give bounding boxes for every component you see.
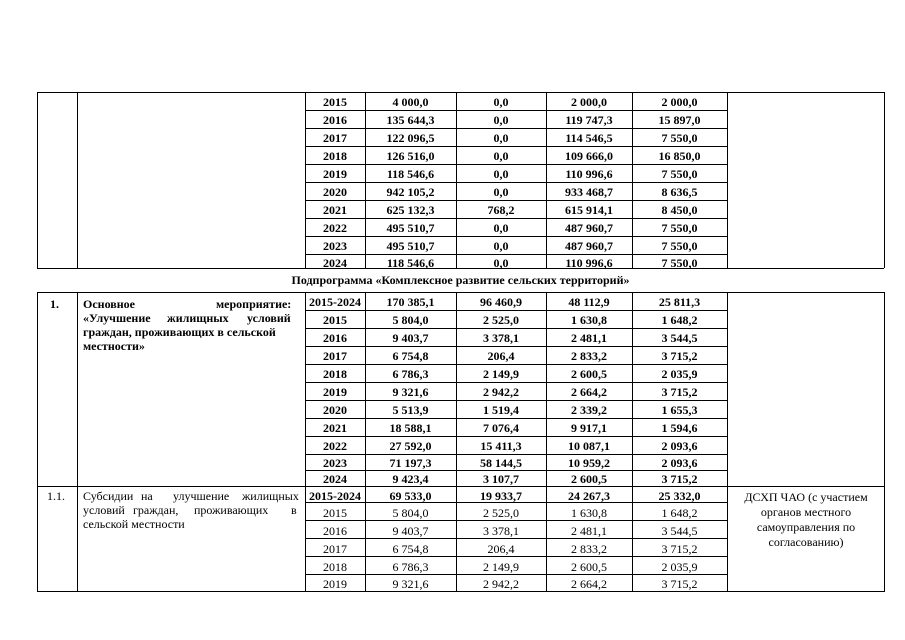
column-divider (77, 92, 78, 268)
item-name-text: местности» (83, 339, 145, 353)
federal-cell: 1 519,4 (483, 403, 519, 417)
municipal-cell: 15 897,0 (658, 113, 701, 127)
item-name-text: граждан, (133, 503, 179, 517)
year-cell: 2021 (323, 203, 347, 217)
year-cell: 2021 (323, 421, 347, 435)
regional-cell: 2 664,2 (571, 385, 607, 399)
year-cell: 2016 (323, 524, 347, 538)
municipal-cell: 25 332,0 (658, 489, 701, 503)
column-divider (727, 92, 728, 268)
municipal-cell: 1 655,3 (661, 403, 698, 417)
regional-cell: 114 546,5 (565, 131, 613, 145)
regional-cell: 48 112,9 (568, 295, 610, 309)
federal-cell: 2 942,2 (483, 577, 519, 591)
regional-cell: 1 630,8 (571, 313, 607, 327)
row-divider (305, 418, 727, 419)
table-border-right (884, 292, 885, 592)
year-cell: 2023 (323, 239, 347, 253)
row-divider (305, 556, 727, 557)
table-border-left (37, 292, 38, 592)
total-cell: 9 423,4 (392, 472, 429, 486)
row-divider (305, 364, 727, 365)
total-cell: 126 516,0 (386, 149, 435, 163)
total-cell: 170 385,1 (386, 295, 435, 309)
total-cell: 942 105,2 (386, 185, 435, 199)
regional-cell: 1 630,8 (571, 506, 607, 520)
year-cell: 2015 (323, 313, 347, 327)
federal-cell: 0,0 (493, 256, 509, 270)
federal-cell: 0,0 (493, 221, 509, 235)
total-cell: 6 786,3 (392, 560, 429, 574)
row-divider (305, 454, 727, 455)
year-cell: 2016 (323, 331, 347, 345)
federal-cell: 768,2 (487, 203, 515, 217)
row-divider (305, 128, 727, 129)
item-name-text: граждан, проживающих в сельской (83, 325, 276, 339)
row-divider (305, 164, 727, 165)
total-cell: 6 786,3 (392, 367, 429, 381)
municipal-cell: 3 715,2 (661, 542, 698, 556)
federal-cell: 2 525,0 (483, 506, 519, 520)
year-cell: 2023 (323, 456, 347, 470)
municipal-cell: 3 715,2 (661, 349, 698, 363)
total-cell: 118 546,6 (386, 167, 435, 181)
municipal-cell: 2 000,0 (661, 95, 698, 109)
regional-cell: 2 600,5 (571, 560, 607, 574)
federal-cell: 15 411,3 (480, 439, 522, 453)
table-border-right (884, 92, 885, 268)
year-cell: 2020 (323, 185, 347, 199)
year-cell: 2015-2024 (309, 295, 361, 309)
federal-cell: 206,4 (487, 349, 515, 363)
federal-cell: 0,0 (493, 131, 509, 145)
total-cell: 27 592,0 (389, 439, 432, 453)
item-name-text: сельской местности (83, 517, 185, 531)
municipal-cell: 3 715,2 (661, 385, 698, 399)
total-cell: 6 754,8 (392, 542, 429, 556)
municipal-cell: 7 550,0 (661, 239, 698, 253)
federal-cell: 0,0 (493, 149, 509, 163)
total-cell: 5 804,0 (392, 506, 429, 520)
municipal-cell: 3 715,2 (661, 577, 698, 591)
municipal-cell: 8 636,5 (661, 185, 698, 199)
federal-cell: 2 942,2 (483, 385, 519, 399)
row-divider (305, 146, 727, 147)
federal-cell: 96 460,9 (480, 295, 522, 309)
item-name-text: проживающих (194, 503, 269, 517)
total-cell: 625 132,3 (386, 203, 435, 217)
year-cell: 2015-2024 (309, 489, 361, 503)
regional-cell: 487 960,7 (565, 221, 613, 235)
federal-cell: 3 107,7 (483, 472, 519, 486)
total-cell: 5 804,0 (392, 313, 429, 327)
municipal-cell: 7 550,0 (661, 131, 698, 145)
municipal-cell: 25 811,3 (658, 295, 701, 309)
federal-cell: 206,4 (487, 542, 515, 556)
municipal-cell: 3 544,5 (661, 331, 698, 345)
row-divider (305, 236, 727, 237)
year-cell: 2017 (323, 542, 347, 556)
total-cell: 9 321,6 (392, 577, 429, 591)
item-name-text: жилищных (167, 311, 229, 325)
year-cell: 2019 (323, 385, 347, 399)
municipal-cell: 2 093,6 (661, 439, 698, 453)
federal-cell: 58 144,5 (480, 456, 522, 470)
year-cell: 2020 (323, 403, 347, 417)
regional-cell: 10 087,1 (568, 439, 610, 453)
federal-cell: 2 149,9 (483, 367, 519, 381)
municipal-cell: 1 648,2 (661, 506, 698, 520)
municipal-cell: 8 450,0 (661, 203, 698, 217)
total-cell: 71 197,3 (389, 456, 432, 470)
table-border-top (37, 92, 884, 93)
total-cell: 69 533,0 (389, 489, 432, 503)
item-name-text: условий (83, 503, 125, 517)
year-cell: 2019 (323, 167, 347, 181)
municipal-cell: 2 035,9 (661, 560, 698, 574)
year-cell: 2015 (323, 95, 347, 109)
item-name-text: «Улучшение (83, 311, 151, 325)
regional-cell: 110 996,6 (565, 167, 613, 181)
year-cell: 2017 (323, 131, 347, 145)
municipal-cell: 7 550,0 (661, 221, 698, 235)
item-name-text: на (141, 489, 153, 503)
year-cell: 2024 (323, 472, 347, 486)
executor-text: ДСХП ЧАО (с участием (744, 490, 868, 504)
federal-cell: 0,0 (493, 113, 509, 127)
total-cell: 135 644,3 (386, 113, 435, 127)
regional-cell: 2 833,2 (571, 349, 607, 363)
item-name-text: Основное (83, 297, 135, 311)
total-cell: 4 000,0 (392, 95, 429, 109)
regional-cell: 2 600,5 (571, 367, 607, 381)
municipal-cell: 16 850,0 (658, 149, 701, 163)
item-name-text: мероприятие: (216, 297, 292, 311)
executor-text: согласованию) (768, 535, 844, 549)
total-cell: 9 403,7 (392, 524, 429, 538)
executor-text: органов местного (760, 505, 852, 519)
year-cell: 2015 (323, 506, 347, 520)
total-cell: 6 754,8 (392, 349, 429, 363)
federal-cell: 0,0 (493, 95, 509, 109)
regional-cell: 2 481,1 (571, 524, 607, 538)
year-cell: 2024 (323, 256, 347, 270)
item-name-text: Субсидии (83, 489, 134, 503)
row-divider (305, 218, 727, 219)
regional-cell: 2 600,5 (571, 472, 607, 486)
column-divider (77, 292, 78, 592)
federal-cell: 0,0 (493, 185, 509, 199)
regional-cell: 9 917,1 (571, 421, 607, 435)
regional-cell: 24 267,3 (568, 489, 610, 503)
row-divider (305, 182, 727, 183)
item-name-text: в (291, 503, 297, 517)
federal-cell: 2 525,0 (483, 313, 519, 327)
total-cell: 18 588,1 (389, 421, 432, 435)
subprogram-bottom-border (37, 292, 884, 293)
total-cell: 122 096,5 (386, 131, 435, 145)
item-1-1-top-border (37, 486, 884, 487)
subprogram-title: Подпрограмма «Комплексное развитие сельских территорий» (291, 273, 630, 287)
regional-cell: 487 960,7 (565, 239, 613, 253)
year-cell: 2018 (323, 560, 347, 574)
federal-cell: 3 378,1 (483, 331, 519, 345)
row-divider (305, 400, 727, 401)
municipal-cell: 3 544,5 (661, 524, 698, 538)
row-divider (305, 520, 727, 521)
year-cell: 2022 (323, 439, 347, 453)
item-name-text: улучшение (173, 489, 230, 503)
regional-cell: 2 481,1 (571, 331, 607, 345)
regional-cell: 615 914,1 (565, 203, 613, 217)
year-cell: 2022 (323, 221, 347, 235)
total-cell: 9 403,7 (392, 331, 429, 345)
year-cell: 2018 (323, 149, 347, 163)
federal-cell: 2 149,9 (483, 560, 519, 574)
municipal-cell: 7 550,0 (661, 256, 698, 270)
regional-cell: 119 747,3 (565, 113, 613, 127)
total-cell: 495 510,7 (386, 239, 435, 253)
row-divider (305, 254, 727, 255)
year-cell: 2018 (323, 367, 347, 381)
regional-cell: 2 664,2 (571, 577, 607, 591)
federal-cell: 3 378,1 (483, 524, 519, 538)
municipal-cell: 2 093,6 (661, 456, 698, 470)
regional-cell: 109 666,0 (565, 149, 613, 163)
item-number: 1.1. (47, 489, 65, 503)
row-divider (305, 346, 727, 347)
year-cell: 2017 (323, 349, 347, 363)
regional-cell: 2 339,2 (571, 403, 607, 417)
total-cell: 5 513,9 (392, 403, 429, 417)
row-divider (305, 200, 727, 201)
federal-cell: 0,0 (493, 239, 509, 253)
regional-cell: 10 959,2 (568, 456, 610, 470)
row-divider (305, 110, 727, 111)
executor-text: самоуправления по (756, 520, 856, 534)
municipal-cell: 1 594,6 (661, 421, 698, 435)
table-border-left (37, 92, 38, 268)
item-name-text: условий (247, 311, 291, 325)
total-cell: 118 546,6 (386, 256, 435, 270)
year-cell: 2016 (323, 113, 347, 127)
item-number: 1. (50, 297, 59, 311)
total-cell: 9 321,6 (392, 385, 429, 399)
municipal-cell: 3 715,2 (661, 472, 698, 486)
municipal-cell: 7 550,0 (661, 167, 698, 181)
row-divider (305, 436, 727, 437)
row-divider (305, 574, 727, 575)
item-name-text: жилищных (242, 489, 299, 503)
row-divider (305, 538, 727, 539)
row-divider (305, 310, 727, 311)
total-cell: 495 510,7 (386, 221, 435, 235)
regional-cell: 2 000,0 (571, 95, 607, 109)
federal-cell: 7 076,4 (483, 421, 519, 435)
federal-cell: 19 933,7 (480, 489, 522, 503)
regional-cell: 2 833,2 (571, 542, 607, 556)
row-divider (305, 470, 727, 471)
regional-cell: 933 468,7 (565, 185, 613, 199)
federal-cell: 0,0 (493, 167, 509, 181)
municipal-cell: 2 035,9 (661, 367, 698, 381)
year-cell: 2019 (323, 577, 347, 591)
table-border-bottom (37, 591, 884, 592)
row-divider (305, 328, 727, 329)
regional-cell: 110 996,6 (565, 256, 613, 270)
municipal-cell: 1 648,2 (661, 313, 698, 327)
row-divider (305, 382, 727, 383)
